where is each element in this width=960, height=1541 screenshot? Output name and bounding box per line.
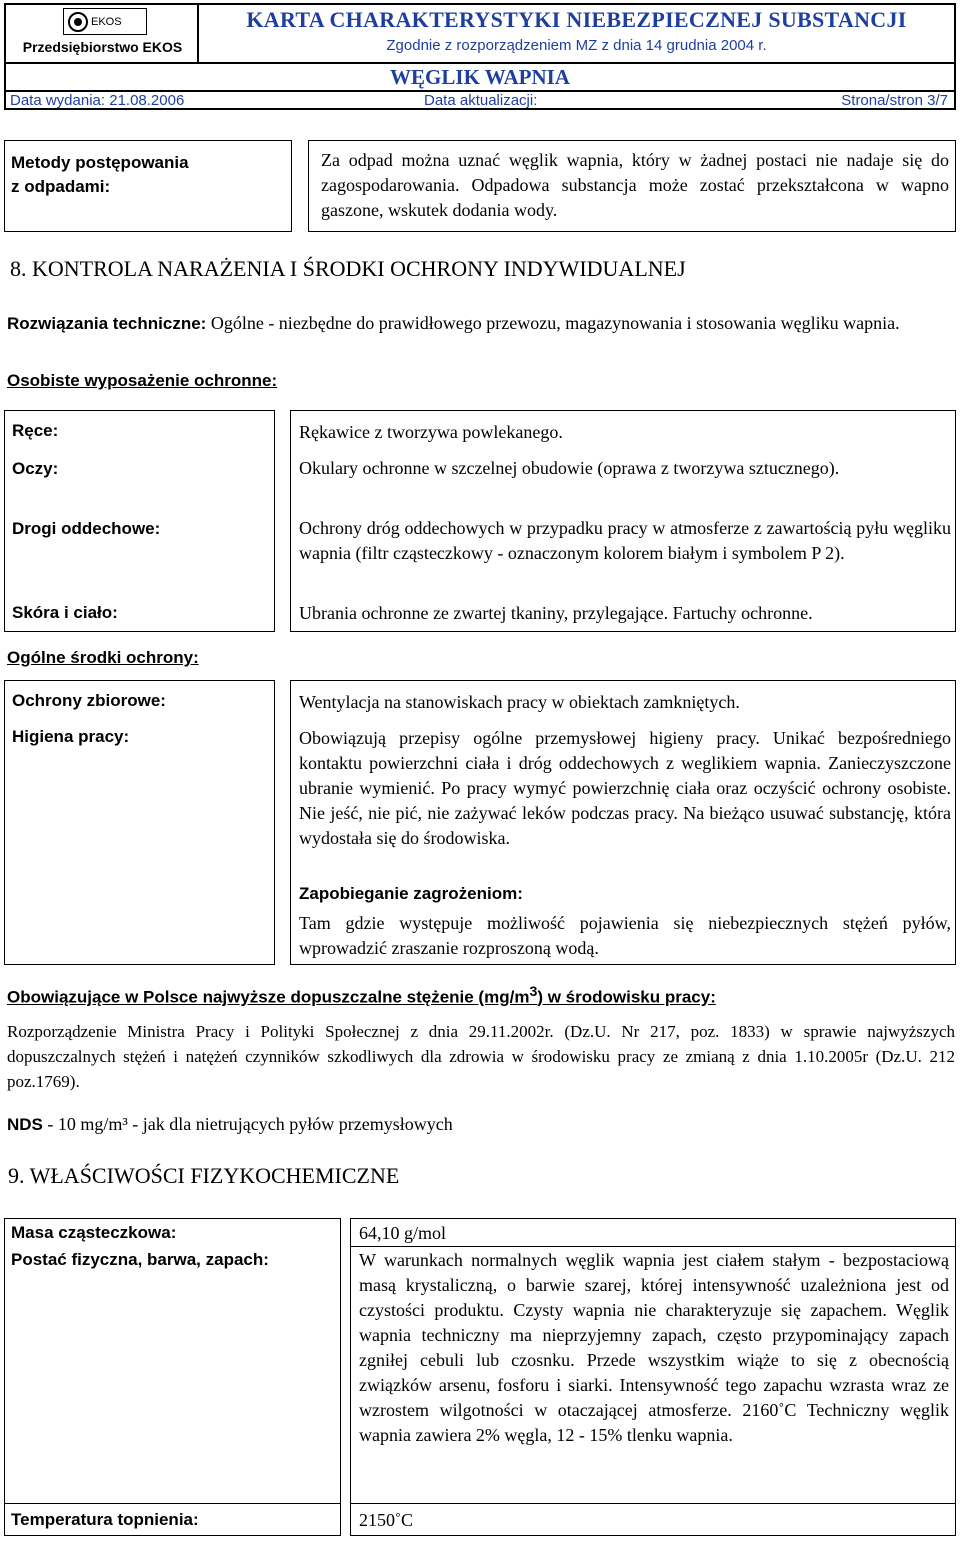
general-measures-heading: Ogólne środki ochrony: — [7, 648, 199, 667]
limits-heading-part1: Obowiązujące w Polsce najwyższe dopuszczalne stężenie (mg/m — [7, 987, 530, 1007]
ekos-logo — [63, 8, 147, 35]
physical-form-value: W warunkach normalnych węglik wapnia jest ciałem stałym - bezpostaciową masą krystaliczną, o barwie szarej, której intensywność uzależniona jest od czystości produktu. Czysty wapnia nie charakteryzuje się zapachem. Węglik wapnia techniczny ma nieprzyjemny zapach, często przypominający zapach zgniłej cebuli lub czosnku. Przede wszystkim wiąże to się z obecnością związków arsenu, fosforu i siarki. Intensywność tego zapachu wzrasta wraz ze wzrostem wilgotności w otaczającej atmosferze. 2160˚C Techniczny węglik wapnia zawiera 2% węgla, 12 - 15% tlenku wapnia. — [359, 1250, 949, 1445]
hygiene-text: Obowiązują przepisy ogólne przemysłowej higieny pracy. Unikać bezpośredniego kontaktu powierzchni ciała i dróg oddechowych z weglikiem wapnia. Zanieczyszczone ubranie wymienić. Po pracy wymyć powierzchnię ciała oraz oczyścić ochrony osobiste. Nie jeść, nie pić, nie zażywać leków podczas pracy. Na bieżąco usuwać substancję, która wydostała się do środowiska. — [299, 728, 951, 848]
company-name: Przedsiębiorstwo EKOS — [22, 39, 183, 55]
collective-text: Wentylacja na stanowiskach pracy w obiektach zamkniętych. — [299, 692, 740, 712]
exposure-limits-heading — [7, 984, 716, 1008]
properties-values-cell — [350, 1218, 956, 1536]
issue-date: Data wydania: 21.08.2006 — [10, 92, 185, 109]
update-date: Data aktualizacji: — [424, 92, 538, 109]
general-labels-cell — [4, 680, 275, 965]
ppe-label-respiratory: Drogi oddechowe: — [12, 519, 161, 538]
limits-heading-part2: ) w środowisku pracy: — [537, 987, 716, 1007]
technical-text: Ogólne - niezbędne do prawidłowego przewozu, magazynowania i stosowania węgliku wapnia. — [206, 313, 900, 333]
ppe-labels-cell — [4, 410, 275, 632]
form-row-divider — [351, 1246, 955, 1247]
waste-text-cell — [308, 140, 956, 232]
regulation-text: Rozporządzenie Ministra Pracy i Polityki Społecznej z dnia 29.11.2002r. (Dz.U. Nr 217, poz. 1833) w sprawie najwyższych dopuszczalnych stężeń i natężeń czynników szkodliwych dla zdrowia w środowisku pracy ze zmianą z dnia 1.10.2005r (Dz.U. 212 poz.1769). — [7, 1022, 955, 1091]
hygiene-label: Higiena pracy: — [12, 727, 130, 746]
product-name: WĘGLIK WAPNIA — [6, 62, 954, 90]
ppe-label-skin: Skóra i ciało: — [12, 603, 118, 622]
nds-line — [7, 1112, 955, 1137]
properties-labels-cell — [4, 1218, 341, 1536]
document-title: KARTA CHARAKTERYSTYKI NIEBEZPIECZNEJ SUBSTANCJI — [246, 7, 907, 32]
ppe-value-respiratory: Ochrony dróg oddechowych w przypadku pracy w atmosferze z zawartością pyłu węgliku wapnia (filtr cząsteczkowy - oznaczonym kolorem białym i symbolem P 2). — [299, 518, 951, 563]
ppe-values-cell — [290, 410, 956, 632]
general-values-cell — [290, 680, 956, 965]
section-8-heading: 8. KONTROLA NARAŻENIA I ŚRODKI OCHRONY INDYWIDUALNEJ — [10, 256, 686, 281]
technical-solutions — [7, 311, 955, 336]
document-subtitle: Zgodnie z rozporządzeniem MZ z dnia 14 grudnia 2004 r. — [386, 37, 767, 54]
melting-row-divider — [5, 1503, 340, 1504]
melting-value-divider — [351, 1503, 955, 1504]
ppe-value-eyes: Okulary ochronne w szczelnej obudowie (oprawa z tworzywa sztucznego). — [299, 458, 840, 478]
waste-label-cell — [4, 140, 292, 232]
ppe-value-skin: Ubrania ochronne ze zwartej tkaniny, przylegające. Fartuchy ochronne. — [299, 603, 813, 623]
document-header — [4, 3, 956, 110]
prevention-text: Tam gdzie występuje możliwość pojawienia się niebezpiecznych stężeń pyłów, wprowadzić zraszanie rozproszoną wodą. — [299, 913, 951, 958]
logo-text: EKOS — [91, 15, 122, 28]
emblem-icon — [68, 12, 88, 32]
ppe-label-eyes: Oczy: — [12, 459, 59, 478]
ppe-heading: Osobiste wyposażenie ochronne: — [7, 371, 278, 390]
limits-heading-sup: 3 — [529, 984, 538, 1000]
ppe-value-hands: Rękawice z tworzywa powlekanego. — [299, 422, 563, 442]
waste-label-line2: z odpadami: — [11, 177, 111, 196]
waste-text: Za odpad można uznać węglik wapnia, który w żadnej postaci nie nadaje się do zagospodarowania. Odpadowa substancja może zostać przekształcona w wapno gaszone, wskutek dodania wody. — [321, 150, 949, 220]
melting-point-label: Temperatura topnienia: — [11, 1510, 199, 1529]
nds-label: NDS — [7, 1115, 43, 1134]
waste-label-line1: Metody postępowania — [11, 153, 189, 172]
section-9-heading: 9. WŁAŚCIWOŚCI FIZYKOCHEMICZNE — [8, 1163, 400, 1188]
molar-mass-label: Masa cząsteczkowa: — [11, 1223, 177, 1242]
nds-text: - 10 mg/m³ - jak dla nietrujących pyłów przemysłowych — [42, 1114, 453, 1134]
prevention-label: Zapobieganie zagrożeniom: — [299, 884, 523, 903]
physical-form-label: Postać fizyczna, barwa, zapach: — [11, 1250, 269, 1269]
collective-label: Ochrony zbiorowe: — [12, 691, 166, 710]
meta-row — [6, 90, 954, 110]
molar-mass-value: 64,10 g/mol — [359, 1223, 447, 1243]
ppe-label-hands: Ręce: — [12, 421, 59, 440]
melting-point-value: 2150˚C — [359, 1510, 413, 1530]
company-block — [6, 5, 199, 62]
technical-label: Rozwiązania techniczne: — [7, 314, 207, 333]
page-number: Strona/stron 3/7 — [841, 92, 948, 109]
